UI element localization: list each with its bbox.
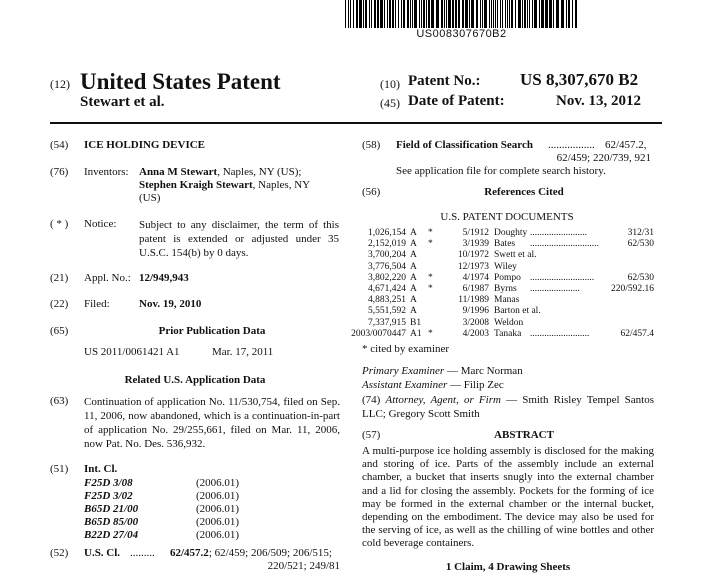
filed-code: (22) — [50, 298, 69, 310]
barcode — [345, 0, 578, 28]
fcs-code: (58) — [362, 139, 381, 151]
date-label: Date of Patent: — [408, 93, 505, 109]
ref-number: 5,551,592 — [368, 306, 406, 317]
int-cl-class: B65D 85/00 — [84, 516, 139, 528]
ref-name: Tanaka — [494, 328, 522, 339]
ref-dots: ........................ — [530, 228, 587, 238]
continuation-text: Continuation of application No. 11/530,754, filed on Sep. 11, 2006, now abandoned, which is a continuation-in-part of application No. 29/255,661, filed on Mar. 11, 2006, now Pat. No. Des. 536,932. — [84, 396, 340, 450]
header-rule — [50, 122, 662, 124]
attorney-names: — Smith Risley Tempel Santos LLC; Gregory Scott Smith — [362, 394, 654, 420]
ref-name: Manas — [494, 295, 520, 306]
ref-name: Doughty — [494, 228, 528, 238]
invention-title: ICE HOLDING DEVICE — [84, 139, 206, 151]
ref-number: 2,152,019 — [368, 239, 406, 250]
reference-row — [362, 239, 654, 250]
prior-pub-number: US 2011/0061421 A1 — [84, 346, 180, 358]
int-cl-class: B22D 27/04 — [84, 529, 139, 541]
abstract-heading: ABSTRACT — [494, 429, 554, 441]
reference-row — [362, 318, 654, 329]
ref-star: * — [428, 239, 433, 250]
ref-kind: A — [410, 261, 417, 272]
inventor-2 — [139, 179, 349, 192]
int-cl-version: (2006.01) — [196, 529, 240, 541]
ref-class: 62/530 — [627, 239, 654, 250]
us-cl-line-2: 220/521; 249/81 — [267, 560, 340, 572]
ref-star: * — [428, 228, 433, 238]
ref-date: 4/1974 — [462, 272, 489, 283]
us-cl-rest: ; 62/459; 206/509; 206/515; — [208, 547, 332, 559]
ref-kind: A — [410, 272, 417, 283]
appl-label: Appl. No.: — [84, 272, 131, 284]
filed-date: Nov. 19, 2010 — [139, 298, 202, 310]
ref-number: 3,700,204 — [368, 250, 406, 261]
ref-date: 11/1989 — [458, 295, 489, 306]
ref-star: * — [428, 272, 433, 283]
ref-kind: A — [410, 306, 417, 317]
int-cl-label: Int. Cl. — [84, 463, 118, 475]
reference-row — [362, 295, 654, 306]
document-title: United States Patent — [80, 69, 281, 94]
fcs-label: Field of Classification Search — [396, 139, 533, 151]
ref-dots: ..................... — [530, 283, 580, 294]
ref-date: 10/1972 — [457, 250, 489, 261]
fcs-note: See application file for complete search history. — [396, 165, 606, 177]
abstract-text: A multi-purpose ice holding assembly is disclosed for the making and storing of ice. Parts of the assembly include an external chamber, a bucket that inserts snugly into the external chamber and a lid for closing the assembly. Pockets for the forming of ice may be formed in the external chamber or the internal bucket, depending on the embodiment. The device may also be used for the serving of ice, as well as the chilling of wine bottles and other cold beverage containers. — [362, 445, 654, 550]
ref-kind: A — [410, 239, 417, 250]
appl-number: 12/949,943 — [139, 272, 189, 284]
reference-row — [362, 284, 654, 295]
inventor-2-location: , Naples, NY — [252, 179, 311, 191]
reference-row — [362, 306, 654, 317]
ref-star: * — [428, 283, 433, 294]
references-list — [351, 228, 654, 340]
refs-code: (56) — [362, 186, 381, 198]
ref-name: Wiley — [494, 261, 517, 272]
primary-examiner-name: — Marc Norman — [444, 365, 523, 377]
continuation-code: (63) — [50, 395, 69, 407]
fcs-dots: ................. — [548, 139, 595, 151]
int-cl-class: F25D 3/02 — [84, 490, 133, 502]
ref-name: Pompo — [494, 272, 521, 283]
ref-kind: A1 — [410, 328, 422, 339]
primary-examiner-label: Primary Examiner — [362, 365, 445, 377]
ref-dots: ......................... — [530, 328, 590, 339]
inventors-code: (76) — [50, 166, 69, 178]
ref-class: 62/457.4 — [620, 328, 654, 339]
int-cl-class: F25D 3/08 — [84, 477, 133, 489]
us-cl-label: U.S. Cl. — [84, 547, 121, 559]
ref-class: 312/31 — [627, 228, 654, 238]
reference-row — [362, 262, 654, 273]
ref-date: 9/1996 — [462, 306, 489, 317]
assistant-examiner — [362, 379, 504, 392]
barcode-number: US008307670B2 — [416, 28, 507, 40]
ref-kind: A — [410, 283, 417, 294]
reference-row — [362, 273, 654, 284]
ref-kind: B1 — [410, 317, 422, 328]
reference-row — [362, 250, 654, 261]
inventors-label: Inventors: — [84, 166, 129, 178]
inventor-1-location: , Naples, NY (US); — [217, 166, 302, 178]
assistant-examiner-label: Assistant Examiner — [362, 379, 448, 391]
notice-label: Notice: — [84, 218, 117, 230]
ref-name: Byrns — [494, 283, 517, 294]
us-cl-line-1 — [170, 547, 340, 560]
us-docs-heading: U.S. PATENT DOCUMENTS — [440, 211, 574, 223]
int-cl-version: (2006.01) — [196, 490, 240, 502]
ref-number: 4,671,424 — [368, 283, 406, 294]
related-app-heading: Related U.S. Application Data — [124, 374, 266, 386]
ref-name: Bates — [494, 239, 516, 250]
ref-date: 4/2003 — [462, 328, 489, 339]
int-cl-version: (2006.01) — [196, 516, 240, 528]
ref-date: 3/2008 — [462, 317, 489, 328]
inventor-2-country: (US) — [139, 192, 161, 204]
ref-kind: A — [410, 250, 417, 261]
ref-date: 6/1987 — [462, 283, 489, 294]
appl-code: (21) — [50, 272, 69, 284]
ref-class: 62/530 — [627, 272, 654, 283]
abstract-code: (57) — [362, 429, 381, 441]
inventor-1 — [139, 166, 349, 179]
ref-star: * — [428, 328, 433, 339]
prior-pub-code: (65) — [50, 325, 69, 337]
code-12: (12) — [50, 77, 70, 91]
ref-class: 220/592.16 — [610, 283, 654, 294]
code-10: (10) — [380, 77, 400, 91]
ref-date: 5/1912 — [462, 228, 489, 238]
prior-pub-heading: Prior Publication Data — [158, 325, 266, 337]
patent-date: Nov. 13, 2012 — [556, 93, 642, 109]
ref-number: 3,776,504 — [368, 261, 406, 272]
patent-no-label: Patent No.: — [408, 73, 481, 89]
ref-dots: ........................... — [530, 272, 595, 283]
ref-name: Barton et al. — [494, 306, 541, 317]
patent-number: US 8,307,670 B2 — [520, 70, 639, 89]
ref-dots: ............................. — [530, 239, 599, 250]
assistant-examiner-name: — Filip Zec — [447, 379, 504, 391]
ref-number: 1,026,154 — [368, 228, 406, 238]
us-cl-main: 62/457.2 — [170, 547, 209, 559]
cited-by-examiner: * cited by examiner — [362, 343, 450, 355]
int-cl-version: (2006.01) — [196, 477, 240, 489]
reference-row — [362, 228, 654, 239]
inventor-2-name: Stephen Kraigh Stewart — [139, 179, 253, 191]
notice-text: Subject to any disclaimer, the term of this patent is extended or adjusted under 35 U.S.C. 154(b) by 0 days. — [139, 219, 339, 259]
ref-kind: A — [410, 295, 417, 306]
ref-number: 4,883,251 — [368, 295, 406, 306]
inventor-1-name: Anna M Stewart — [139, 166, 218, 178]
fcs-line-1: 62/457.2, — [605, 139, 647, 151]
ref-name: Swett et al. — [494, 250, 537, 261]
inventor-short: Stewart et al. — [80, 94, 165, 110]
prior-pub-date: Mar. 17, 2011 — [212, 346, 274, 358]
ref-date: 3/1939 — [462, 239, 489, 250]
attorney-label: Attorney, Agent, or Firm — [385, 394, 501, 406]
notice-code: ( * ) — [50, 218, 69, 230]
ref-kind: A — [410, 228, 417, 238]
refs-heading: References Cited — [484, 186, 564, 198]
title-code: (54) — [50, 139, 69, 151]
int-cl-code: (51) — [50, 463, 69, 475]
ref-name: Weldon — [494, 317, 524, 328]
attorney-code: (74) — [362, 394, 381, 406]
int-cl-class: B65D 21/00 — [84, 503, 139, 515]
us-cl-code: (52) — [50, 547, 69, 559]
claims-summary: 1 Claim, 4 Drawing Sheets — [445, 561, 571, 573]
filed-label: Filed: — [84, 298, 110, 310]
ref-number: 2003/0070447 — [351, 328, 406, 339]
ref-date: 12/1973 — [457, 261, 489, 272]
primary-examiner — [362, 365, 523, 378]
ref-number: 3,802,220 — [368, 272, 406, 283]
us-cl-dots: ......... — [130, 547, 155, 559]
fcs-line-2: 62/459; 220/739, 921 — [556, 152, 651, 164]
int-cl-version: (2006.01) — [196, 503, 240, 515]
attorney — [362, 393, 654, 421]
code-45: (45) — [380, 96, 400, 110]
ref-number: 7,337,915 — [368, 317, 406, 328]
reference-row — [351, 328, 654, 340]
